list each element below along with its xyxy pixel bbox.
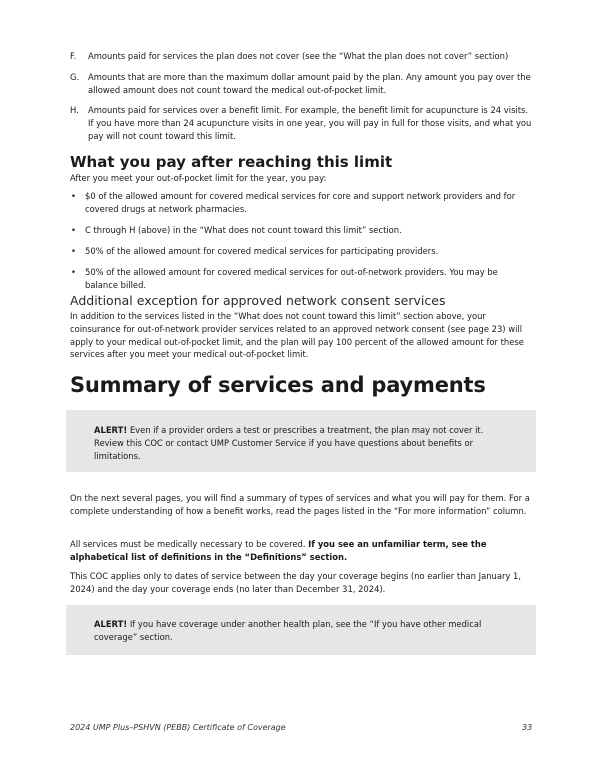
bullet-icon: • — [71, 224, 76, 235]
alert-box — [66, 410, 536, 472]
exception-text: In addition to the services listed in the “What does not count toward this limit” section above, your coinsurance for out-of-network provider services related to an approved network consent (see page 23) will apply to your medical out-of-pocket limit, and the plan will pay 100 percent of the allowed amount for these services after you meet your medical out-of-pocket limit. — [70, 311, 524, 360]
list-item-text: Amounts paid for services over a benefit limit. For example, the benefit limit for acupuncture is 24 visits. If you have more than 24 acupuncture visits in one year, you will pay in full for those visits, and what you pay will not count toward this limit. — [88, 105, 532, 141]
page-number: 33 — [522, 723, 533, 732]
bullet-item — [70, 224, 532, 237]
bullet-item — [70, 266, 532, 292]
definitions-note: If you see an unfamiliar term, see the alphabetical list of definitions in the “Definitions” section. — [70, 539, 487, 562]
alert-box — [66, 605, 536, 655]
bullet-icon: • — [71, 246, 76, 257]
alert-text: If you have coverage under another health plan, see the “If you have other medical coverage” section. — [94, 619, 482, 642]
bullet-item — [70, 190, 532, 216]
alert-text: Even if a provider orders a test or prescribes a treatment, the plan may not cover it. Review this COC or contact UMP Customer Service if you have questions about benefits or limitations. — [94, 425, 484, 461]
alert-label: ALERT! — [94, 619, 128, 629]
list-item — [70, 50, 532, 63]
list-item-letter: H. — [70, 105, 79, 116]
bullet-text: $0 of the allowed amount for covered medical services for core and support network providers and for covered drugs at network pharmacies. — [85, 191, 516, 214]
bullet-text: C through H (above) in the “What does not count toward this limit” section. — [85, 224, 402, 235]
bullet-text: 50% of the allowed amount for covered medical services for participating providers. — [85, 246, 439, 257]
footer-title: 2024 UMP Plus–PSHVN (PEBB) Certificate of Coverage — [70, 723, 286, 732]
list-item-text: Amounts paid for services the plan does not cover (see the “What the plan does not cover” section) — [88, 51, 509, 61]
paragraph-text: All services must be medically necessary to be covered. — [70, 539, 309, 549]
list-item-text: Amounts that are more than the maximum dollar amount paid by the plan. Any amount you pay over the allowed amount does not count toward the medical out-of-pocket limit. — [88, 71, 531, 95]
coverage-dates-paragraph: This COC applies only to dates of service between the day your coverage begins (no earlier than January 1, 2024) and the day your coverage ends (no later than December 31, 2024). — [70, 571, 522, 594]
after-limit-bullet-list — [70, 190, 532, 300]
list-item-letter: G. — [70, 71, 80, 82]
list-item — [70, 71, 532, 97]
bullet-icon: • — [71, 267, 76, 278]
list-item-letter: F. — [70, 51, 77, 61]
bullet-item — [70, 245, 532, 258]
excluded-amounts-list — [70, 50, 532, 151]
after-limit-intro: After you meet your out-of-pocket limit for the year, you pay: — [70, 173, 327, 183]
exception-heading: Additional exception for approved network consent services — [70, 293, 446, 308]
bullet-text: 50% of the allowed amount for covered medical services for out-of-network providers. You may be balance billed. — [85, 267, 498, 291]
summary-heading: Summary of services and payments — [70, 373, 486, 397]
bullet-icon: • — [71, 191, 76, 201]
after-limit-heading: What you pay after reaching this limit — [70, 153, 393, 171]
alert-label: ALERT! — [94, 425, 128, 435]
summary-paragraph: On the next several pages, you will find a summary of types of services and what you will pay for them. For a complete understanding of how a benefit works, read the pages listed in the “For more information” column. — [70, 493, 530, 516]
list-item — [70, 104, 532, 142]
medical-necessity-paragraph — [70, 538, 532, 564]
